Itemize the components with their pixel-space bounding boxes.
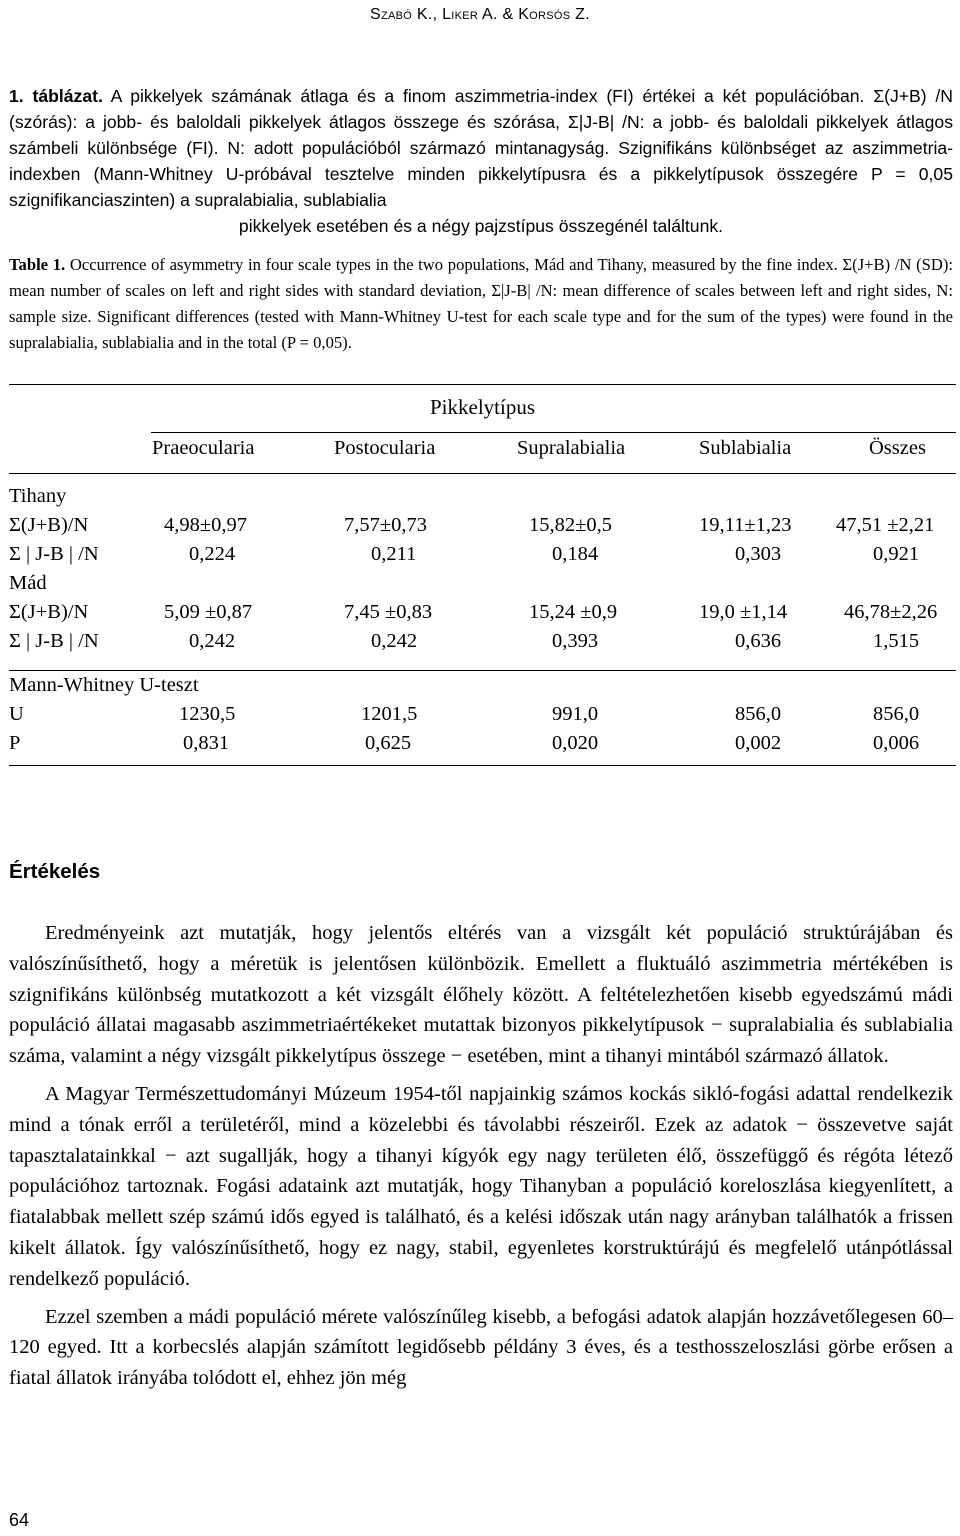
row-label: Σ | J-B | /N <box>9 630 99 652</box>
table-cell: 15,24 ±0,9 <box>529 601 618 623</box>
table-cell: 7,57±0,73 <box>344 514 428 536</box>
row-label: Tihany <box>9 485 67 507</box>
table-cell: 856,0 <box>873 703 920 725</box>
table-row <box>9 674 956 702</box>
header-rule-bottom <box>9 473 956 474</box>
column-header: Supralabialia <box>517 437 626 459</box>
data-table <box>9 384 956 766</box>
table-cell: 0,831 <box>183 732 230 754</box>
table-cell: 0,393 <box>552 630 599 652</box>
row-label: U <box>9 703 24 725</box>
caption-lead-en: Table 1. <box>9 255 66 274</box>
table-cell: 0,184 <box>552 543 599 565</box>
table-column-headers <box>9 437 956 467</box>
column-header: Összes <box>869 437 926 459</box>
table-cell: 1230,5 <box>179 703 236 725</box>
table-row <box>9 732 956 760</box>
row-label: Σ(J+B)/N <box>9 514 89 536</box>
column-header: Sublabialia <box>699 437 792 459</box>
table-cell: 0,020 <box>552 732 599 754</box>
table-cell: 4,98±0,97 <box>164 514 248 536</box>
table-cell: 991,0 <box>552 703 599 725</box>
row-label: Mád <box>9 572 47 594</box>
table-row <box>9 485 956 513</box>
row-label: Σ | J-B | /N <box>9 543 99 565</box>
table-cell: 856,0 <box>735 703 782 725</box>
table-cell: 0,006 <box>873 732 920 754</box>
table-row <box>9 630 956 658</box>
caption-text: A pikkelyek számának átlaga és a finom aszimmetria-index (FI) értékei a két populációban. Σ(J+B) /N (szórás): a jobb- és baloldali pikkelyek átlagos összege és szórása, Σ|J-B| /N: a jobb- és baloldali pikkelyek átlagos számbeli különbsége (FI). N: adott populációból származó mintanagyság. Szignifikáns különbséget az aszimmetria-indexben (Mann-Whitney U-próbával tesztelve minden pikkelytípusra és a pikkelytípusok összegére P = 0,05 szignifikanciaszinten) a supralabialia, sublabialia <box>9 86 953 210</box>
column-header: Praeocularia <box>152 437 255 459</box>
body-text <box>9 918 953 1401</box>
header-rule <box>151 432 956 433</box>
table-cell: 0,625 <box>365 732 412 754</box>
table-cell: 47,51 ±2,21 <box>836 514 935 536</box>
paragraph: Ezzel szemben a mádi populáció mérete valószínűleg kisebb, a befogási adatok alapján hozzávetőlegesen 60–120 egyed. Itt a korbecslés alapján számított legidősebb példány 3 éves, és a testhosszeloszlási görbe erősen a fiatal állatok irányába tolódott el, ehhez jön még <box>9 1305 953 1390</box>
table-row <box>9 543 956 571</box>
column-header: Postocularia <box>334 437 436 459</box>
table-cell: 19,11±1,23 <box>699 514 792 536</box>
table-row <box>9 572 956 600</box>
table-cell: 0,224 <box>189 543 236 565</box>
caption-text-en: Occurrence of asymmetry in four scale types in the two populations, Mád and Tihany, measured by the fine index. Σ(J+B) /N (SD): mean number of scales on left and right sides with standard deviation, Σ|J-B| /N: mean difference of scales between left and right sides, N: sample size. Significant differences (tested with Mann-Whitney U-test for each scale type and for the sum of the types) were found in the supralabialia, sublabialia and in the total (P = 0,05). <box>9 255 953 352</box>
table-cell: 0,242 <box>371 630 418 652</box>
table-row <box>9 703 956 731</box>
table-row <box>9 514 956 542</box>
table-cell: 0,002 <box>735 732 782 754</box>
row-label: Σ(J+B)/N <box>9 601 89 623</box>
table-cell: 15,82±0,5 <box>529 514 613 536</box>
row-label: Mann-Whitney U-teszt <box>9 674 199 696</box>
section-rule <box>9 670 956 671</box>
table-cell: 0,303 <box>735 543 782 565</box>
table-cell: 1201,5 <box>361 703 418 725</box>
paragraph: Eredményeink azt mutatják, hogy jelentős eltérés van a vizsgált két populáció struktúrájában és valószínűsíthető, hogy a méretük is jelentősen különbözik. Emellett a fluktuáló aszimmetria mértékében is szignifikáns különbség mutatkozott a két vizsgált élőhely között. A feltételezhetően kisebb egyedszámú mádi populáció állatai magasabb aszimmetriaértékeket mutattak bizonyos pikkelytípusok − supralabialia és sublabialia száma, valamint a négy vizsgált pikkelytípus összege − esetében, mint a tihanyi mintából származó állatok. <box>9 922 953 1068</box>
table-row <box>9 601 956 629</box>
table-caption-hungarian <box>9 83 953 239</box>
table-cell: 46,78±2,26 <box>844 601 938 623</box>
page-number: 64 <box>9 1510 30 1530</box>
paragraph: A Magyar Természettudományi Múzeum 1954-től napjainkig számos kockás sikló-fogási adattal rendelkezik mind a tónak erről a területéről, mind a közelebbi és távolabbi részeiről. Ezek az adatok − összevetve saját tapasztalatainkkal − azt sugallják, hogy a tihanyi kígyók egy nagy területen élő, összefüggő és régóta létező populációhoz tartoznak. Fogási adataink azt mutatják, hogy Tihanyban a populáció koreloszlása kiegyenlített, a fiatalabbak mellett szép számú idős egyed is található, és a kelési időszak után nagy arányban találhatók a frissen kikelt állatok. Így valószínűsíthető, hogy ez nagy, stabil, egyenletes korstruktúrájú és megfelelő utánpótlással rendelkező populáció. <box>9 1082 953 1290</box>
section-title: Értékelés <box>9 860 101 883</box>
table-cell: 1,515 <box>873 630 920 652</box>
table-cell: 19,0 ±1,14 <box>699 601 788 623</box>
table-cell: 0,211 <box>371 543 417 565</box>
table-cell: 0,636 <box>735 630 782 652</box>
table-cell: 5,09 ±0,87 <box>164 601 253 623</box>
running-header: Szabó K., Liker A. & Korsós Z. <box>370 6 590 23</box>
table-cell: 0,242 <box>189 630 236 652</box>
table-title: Pikkelytípus <box>429 395 535 419</box>
table-caption-english <box>9 252 953 356</box>
table-cell: 0,921 <box>873 543 920 565</box>
row-label: P <box>9 732 21 754</box>
caption-lead: 1. táblázat. <box>9 86 103 106</box>
caption-last-line: pikkelyek esetében és a négy pajzstípus összegénél találtunk. <box>238 216 724 236</box>
table-cell: 7,45 ±0,83 <box>344 601 433 623</box>
